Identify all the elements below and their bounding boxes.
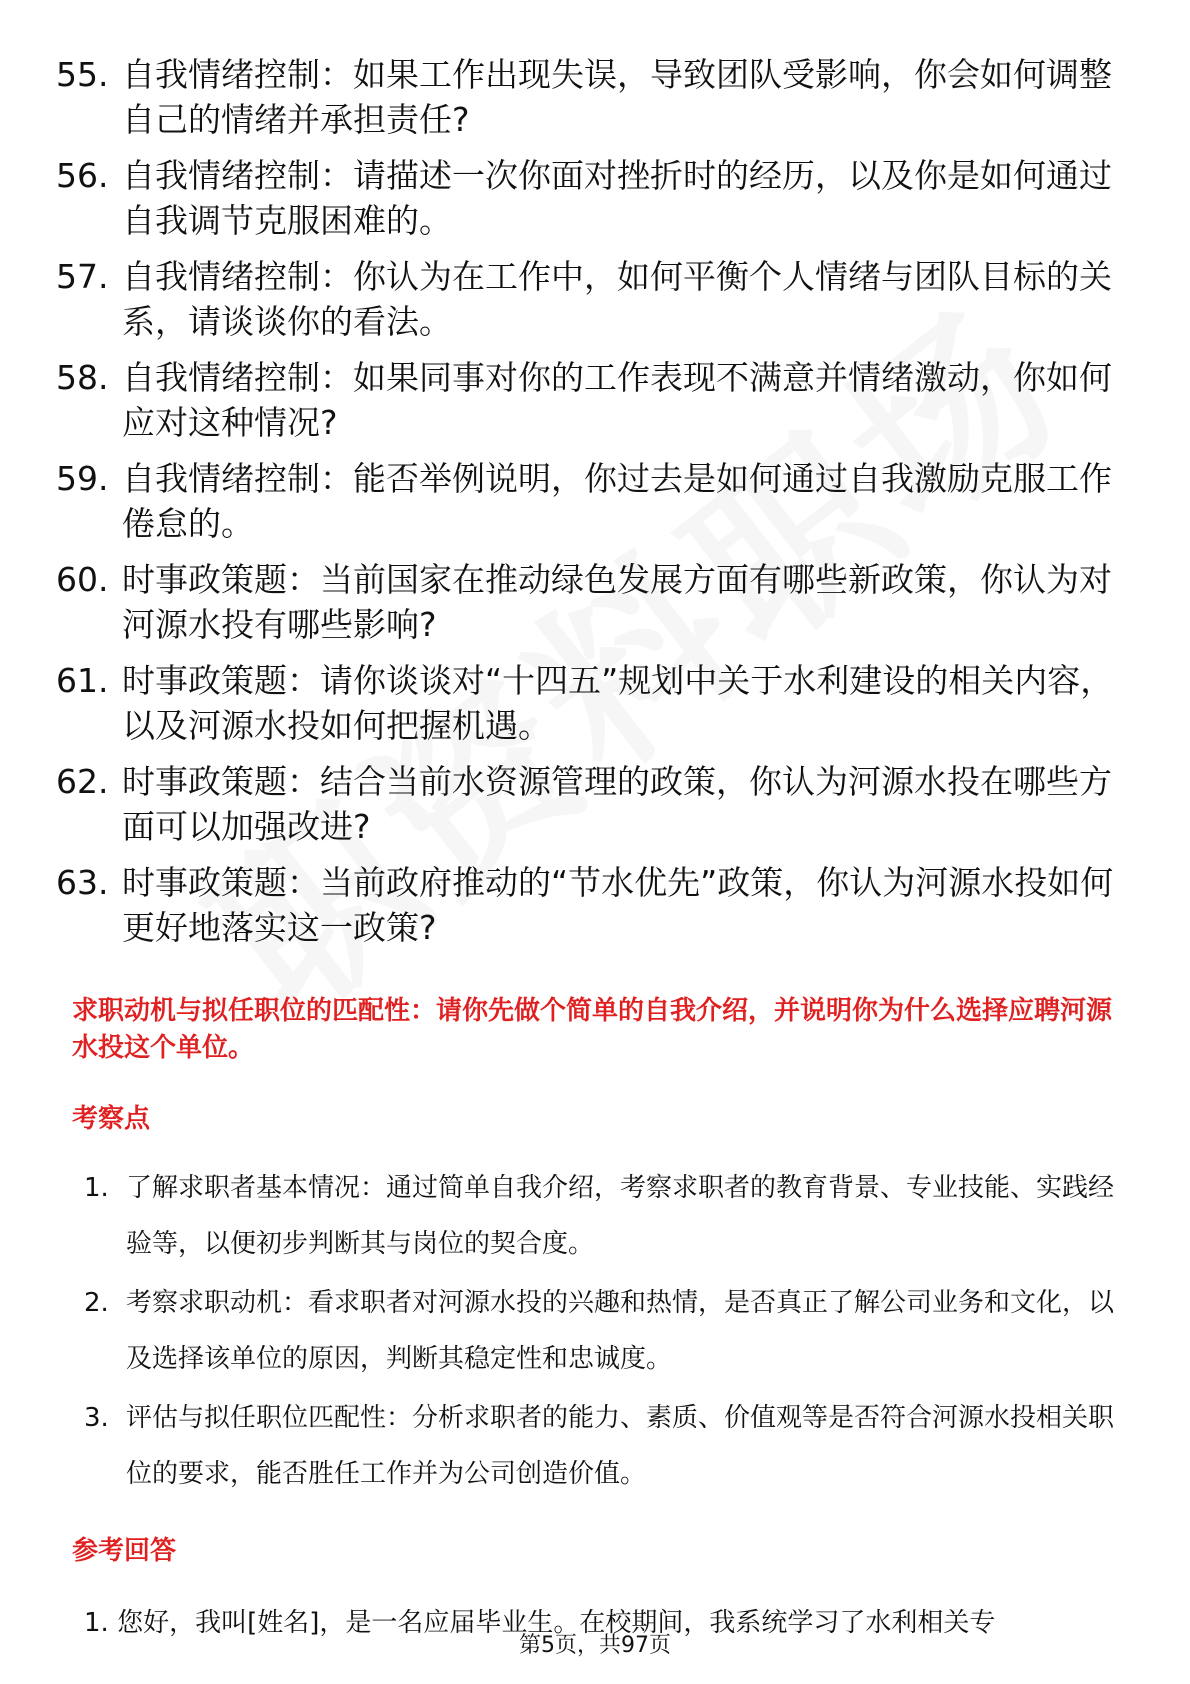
point-number: 3. bbox=[84, 1403, 109, 1433]
point-text: 了解求职者基本情况：通过简单自我介绍，考察求职者的教育背景、专业技能、实践经验等，以便初步判断其与岗位的契合度。 bbox=[126, 1173, 1115, 1259]
examine-point bbox=[72, 1160, 1122, 1272]
section-title: 求职动机与拟任职位的匹配性：请你先做个简单的自我介绍，并说明你为什么选择应聘河源水投这个单位。 bbox=[72, 996, 1113, 1063]
question-text: 自我情绪控制：如果同事对你的工作表现不满意并情绪激动，你如何应对这种情况? bbox=[122, 358, 1112, 442]
point-number: 2. bbox=[84, 1288, 109, 1318]
question-item bbox=[56, 557, 1136, 647]
question-item bbox=[56, 658, 1136, 748]
question-number: 60. bbox=[56, 560, 109, 599]
question-text: 自我情绪控制：请描述一次你面对挫折时的经历，以及你是如何通过自我调节克服困难的。 bbox=[122, 156, 1112, 240]
question-item bbox=[56, 355, 1136, 445]
answer-partial-line: 1. 您好，我叫[姓名]，是一名应届毕业生。在校期间，我系统学习了水利相关专 bbox=[84, 1608, 996, 1638]
examine-points bbox=[72, 1160, 1122, 1505]
question-number: 63. bbox=[56, 863, 109, 902]
question-item bbox=[56, 860, 1136, 950]
question-list bbox=[56, 52, 1136, 961]
examine-point bbox=[72, 1390, 1122, 1502]
question-item bbox=[56, 759, 1136, 849]
examine-heading: 考察点 bbox=[72, 1104, 151, 1134]
question-number: 55. bbox=[56, 55, 109, 94]
point-text: 评估与拟任职位匹配性：分析求职者的能力、素质、价值观等是否符合河源水投相关职位的要求，能否胜任工作并为公司创造价值。 bbox=[126, 1403, 1115, 1489]
question-text: 时事政策题：结合当前水资源管理的政策，你认为河源水投在哪些方面可以加强改进? bbox=[122, 762, 1112, 846]
page-number-footer: 第5页，共97页 bbox=[519, 1633, 671, 1658]
question-number: 58. bbox=[56, 358, 109, 397]
question-text: 自我情绪控制：如果工作出现失误，导致团队受影响，你会如何调整自己的情绪并承担责任? bbox=[122, 55, 1112, 139]
question-number: 62. bbox=[56, 762, 109, 801]
answer-heading: 参考回答 bbox=[72, 1536, 177, 1566]
question-number: 61. bbox=[56, 661, 109, 700]
question-text: 自我情绪控制：你认为在工作中，如何平衡个人情绪与团队目标的关系，请谈谈你的看法。 bbox=[122, 257, 1112, 341]
question-text: 时事政策题：当前政府推动的“节水优先”政策，你认为河源水投如何更好地落实这一政策? bbox=[122, 863, 1114, 947]
question-text: 时事政策题：当前国家在推动绿色发展方面有哪些新政策，你认为对河源水投有哪些影响? bbox=[122, 560, 1112, 644]
point-number: 1. bbox=[84, 1173, 109, 1203]
question-item bbox=[56, 52, 1136, 142]
question-text: 时事政策题：请你谈谈对“十四五”规划中关于水利建设的相关内容，以及河源水投如何把握机遇。 bbox=[122, 661, 1114, 745]
question-number: 56. bbox=[56, 156, 109, 195]
examine-point bbox=[72, 1275, 1122, 1387]
question-text: 自我情绪控制：能否举例说明，你过去是如何通过自我激励克服工作倦怠的。 bbox=[122, 459, 1112, 543]
question-number: 57. bbox=[56, 257, 109, 296]
question-number: 59. bbox=[56, 459, 109, 498]
question-item bbox=[56, 456, 1136, 546]
question-item bbox=[56, 153, 1136, 243]
question-item bbox=[56, 254, 1136, 344]
point-text: 考察求职动机：看求职者对河源水投的兴趣和热情，是否真正了解公司业务和文化，以及选择该单位的原因，判断其稳定性和忠诚度。 bbox=[126, 1288, 1115, 1374]
